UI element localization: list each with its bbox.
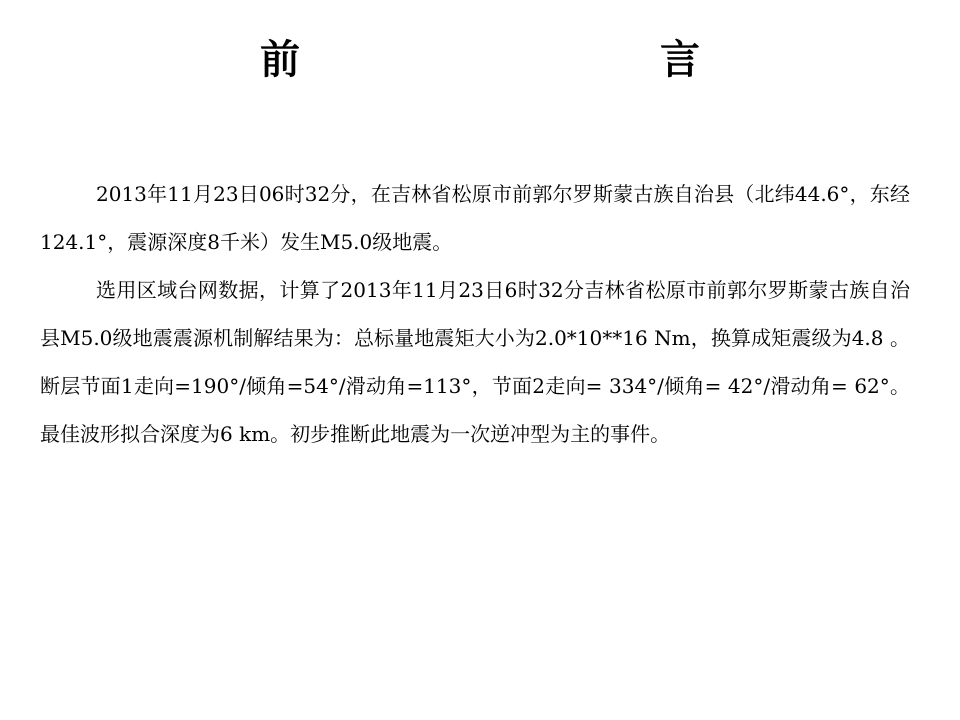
slide-body	[40, 170, 910, 458]
paragraph-event-summary: 2013年11月23日06时32分，在吉林省松原市前郭尔罗斯蒙古族自治县（北纬44.6°，东经124.1°，震源深度8千米）发生M5.0级地震。	[40, 182, 910, 254]
slide-title: 前 言	[260, 37, 860, 83]
paragraph-focal-mechanism: 选用区域台网数据，计算了2013年11月23日6时32分吉林省松原市前郭尔罗斯蒙古族自治县M5.0级地震震源机制解结果为：总标量地震矩大小为2.0*10**16 Nm，换算成矩震级为4.8 。 断层节面1走向=190°/倾角=54°/滑动角=113°，节面2走向= 334°/倾角= 42°/滑动角= 62°。最佳波形拟合深度为6 km。初步推断此地震为一次逆冲型为主的事件。	[40, 278, 910, 446]
